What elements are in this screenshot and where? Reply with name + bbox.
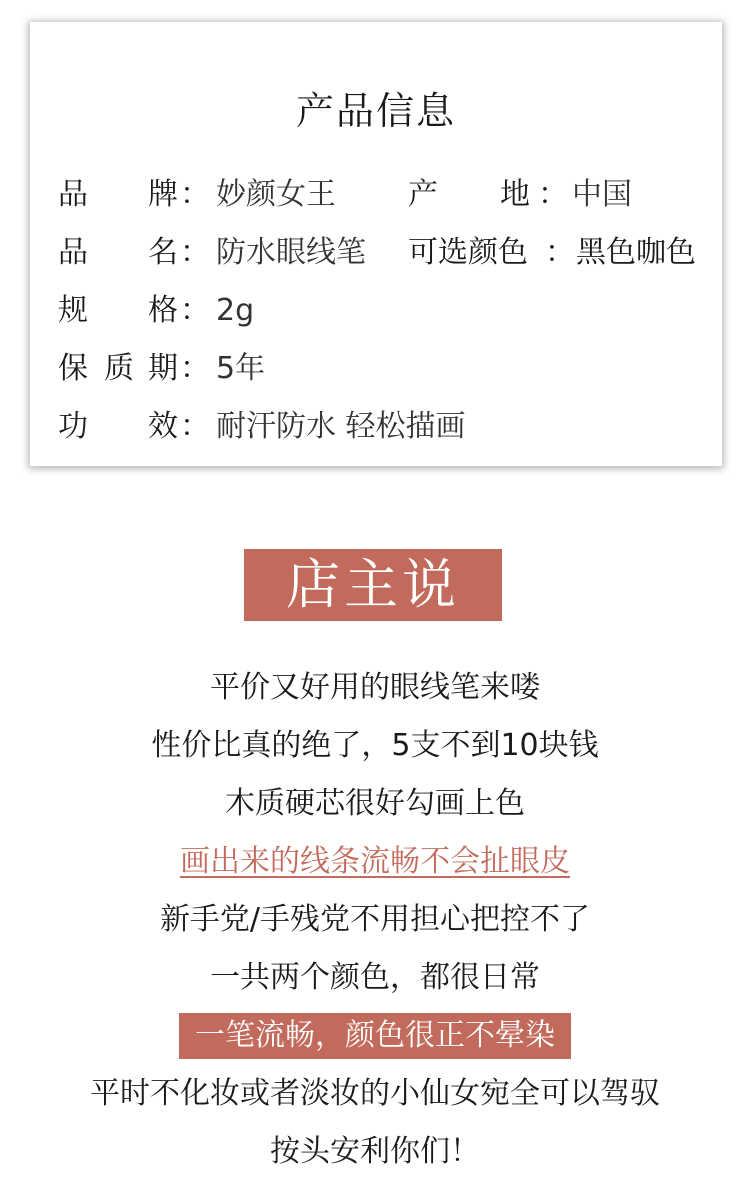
info-row-effect xyxy=(30,407,722,447)
spec-value: 2g xyxy=(216,293,255,328)
effect-value: 耐汗防水 轻松描画 xyxy=(216,409,466,444)
shelf-life-colon: ： xyxy=(180,351,210,386)
name-value: 防水眼线笔 xyxy=(216,235,366,270)
shelf-life-label-2: 质 xyxy=(104,351,134,386)
owner-line-5: 新手党/手残党不用担心把控不了 xyxy=(159,902,591,937)
owner-line-9: 按头安利你们！ xyxy=(270,1134,480,1169)
brand-label-2: 牌 xyxy=(148,177,178,212)
effect-label-1: 功 xyxy=(58,409,88,444)
spec-label-2: 格 xyxy=(148,293,178,328)
product-info-card xyxy=(30,22,722,466)
name-label-2: 名 xyxy=(148,235,178,270)
info-row-name-colors xyxy=(30,233,722,273)
origin-colon: ： xyxy=(538,177,568,212)
brand-label-1: 品 xyxy=(58,177,88,212)
product-info-title: 产品信息 xyxy=(295,89,456,133)
owner-line-7-highlight: 一笔流畅，颜色很正不晕染 xyxy=(179,1013,571,1059)
origin-value: 中国 xyxy=(572,177,632,212)
owner-line-7-wrap xyxy=(0,1013,750,1059)
owner-line-3: 木质硬芯很好勾画上色 xyxy=(225,786,525,821)
origin-label-1: 产 xyxy=(408,177,438,212)
owner-line-1: 平价又好用的眼线笔来喽 xyxy=(210,670,540,705)
effect-label-2: 效 xyxy=(148,409,178,444)
owner-line-8: 平时不化妆或者淡妆的小仙女宛全可以驾驭 xyxy=(90,1076,660,1111)
info-row-brand-origin xyxy=(30,175,722,215)
shelf-life-label-3: 期 xyxy=(148,351,178,386)
shelf-life-value: 5年 xyxy=(216,351,266,386)
owner-line-4-highlight xyxy=(0,842,750,882)
name-label-1: 品 xyxy=(58,235,88,270)
colors-value: 黑色咖色 xyxy=(576,235,696,270)
shelf-life-label-1: 保 xyxy=(58,351,88,386)
brand-colon: ： xyxy=(180,177,210,212)
owner-line-6: 一共两个颜色，都很日常 xyxy=(210,960,540,995)
effect-colon: ： xyxy=(180,409,210,444)
info-row-shelf-life xyxy=(30,349,722,389)
origin-label-2: 地 xyxy=(500,177,530,212)
owner-line-4-text: 画出来的线条流畅不会扯眼皮 xyxy=(180,844,570,879)
brand-value: 妙颜女王 xyxy=(216,177,336,212)
owner-says-heading: 店主说 xyxy=(244,549,502,621)
spec-colon: ： xyxy=(180,293,210,328)
spec-label-1: 规 xyxy=(58,293,88,328)
owner-line-2: 性价比真的绝了，5支不到10块钱 xyxy=(151,728,599,763)
name-colon: ： xyxy=(180,235,210,270)
colors-label: 可选颜色 xyxy=(408,235,528,270)
colors-colon: ： xyxy=(545,235,575,270)
info-row-spec xyxy=(30,291,722,331)
